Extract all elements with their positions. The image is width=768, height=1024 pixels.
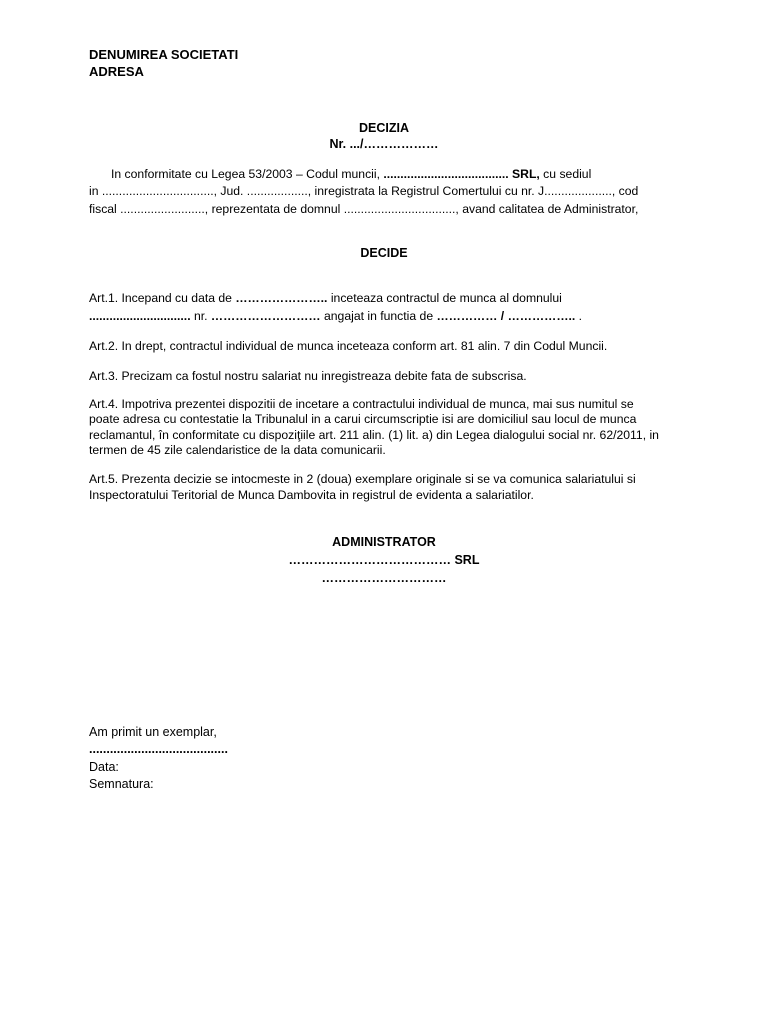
administrator-name: ………………………… [321, 571, 447, 585]
art1-end: . [575, 309, 583, 323]
art1-nr-placeholder: ……………………… [210, 309, 324, 323]
receipt-date-label: Data: [89, 760, 119, 774]
preamble-line-2: in ................................., Jud. .................., inregistrata la Registrul Comertului cu nr. J...................., cod [89, 184, 639, 198]
article-2: Art.2. In drept, contractul individual de munca inceteaza conform art. 81 alin. 7 din Codul Muncii. [89, 339, 608, 353]
preamble-line-3: fiscal ........................., reprezentata de domnul ................................., avand calitatea de Administrator, [89, 202, 639, 216]
art1-function-placeholder: …………… / …………….. [436, 309, 576, 323]
art1-date-placeholder: ………………….. [235, 291, 331, 305]
article-1-line-2 [89, 308, 689, 324]
preamble-text-1a: In conformitate cu Legea 53/2003 – Codul muncii, [111, 167, 384, 181]
receipt-name-placeholder: ........................................ [89, 742, 228, 756]
company-address: ADRESA [89, 64, 144, 79]
art1-name-placeholder: .............................. [89, 309, 191, 323]
art1-function-label: angajat in functia de [324, 309, 437, 323]
administrator-company: ………………………………… SRL [288, 553, 480, 567]
administrator-title: ADMINISTRATOR [332, 535, 436, 549]
art1-nr-label: nr. [190, 309, 211, 323]
document-title: DECIZIA [359, 121, 409, 135]
article-3: Art.3. Precizam ca fostul nostru salariat nu inregistreaza debite fata de subscrisa. [89, 369, 527, 383]
article-4-line-4: termen de 45 zile calendaristice de la data comunicarii. [89, 443, 386, 457]
receipt-statement: Am primit un exemplar, [89, 725, 217, 739]
art1-text-c: inceteaza contractul de munca al domnului [330, 291, 562, 305]
preamble-line-1 [89, 166, 711, 182]
art1-text-a: Art.1. Incepand cu data de [89, 291, 236, 305]
article-5-line-1: Art.5. Prezenta decizie se intocmeste in 2 (doua) exemplare originale si se va comunica salariatului si [89, 472, 636, 486]
decision-number: Nr. .../……………… [329, 137, 439, 151]
preamble-company-placeholder: ..................................... SRL, [383, 167, 540, 181]
company-name: DENUMIREA SOCIETATI [89, 47, 239, 62]
article-4-line-2: poate adresa cu contestatie la Tribunalul in a carui circumscriptie isi are domiciliul sau locul de munca [89, 412, 637, 426]
article-4-line-1: Art.4. Impotriva prezentei dispozitii de incetare a contractului individual de munca, mai sus numitul se [89, 397, 634, 411]
preamble-text-1c: cu sediul [539, 167, 592, 181]
receipt-signature-label: Semnatura: [89, 777, 154, 791]
article-5-line-2: Inspectoratului Teritorial de Munca Dambovita in registrul de evidenta a salariatilor. [89, 488, 534, 502]
article-1-line-1 [89, 290, 689, 306]
decide-heading: DECIDE [360, 246, 408, 260]
article-4-line-3: reclamantul, în conformitate cu dispoziţiile art. 211 alin. (1) lit. a) din Legea dialogului social nr. 62/2011, in [89, 428, 659, 442]
